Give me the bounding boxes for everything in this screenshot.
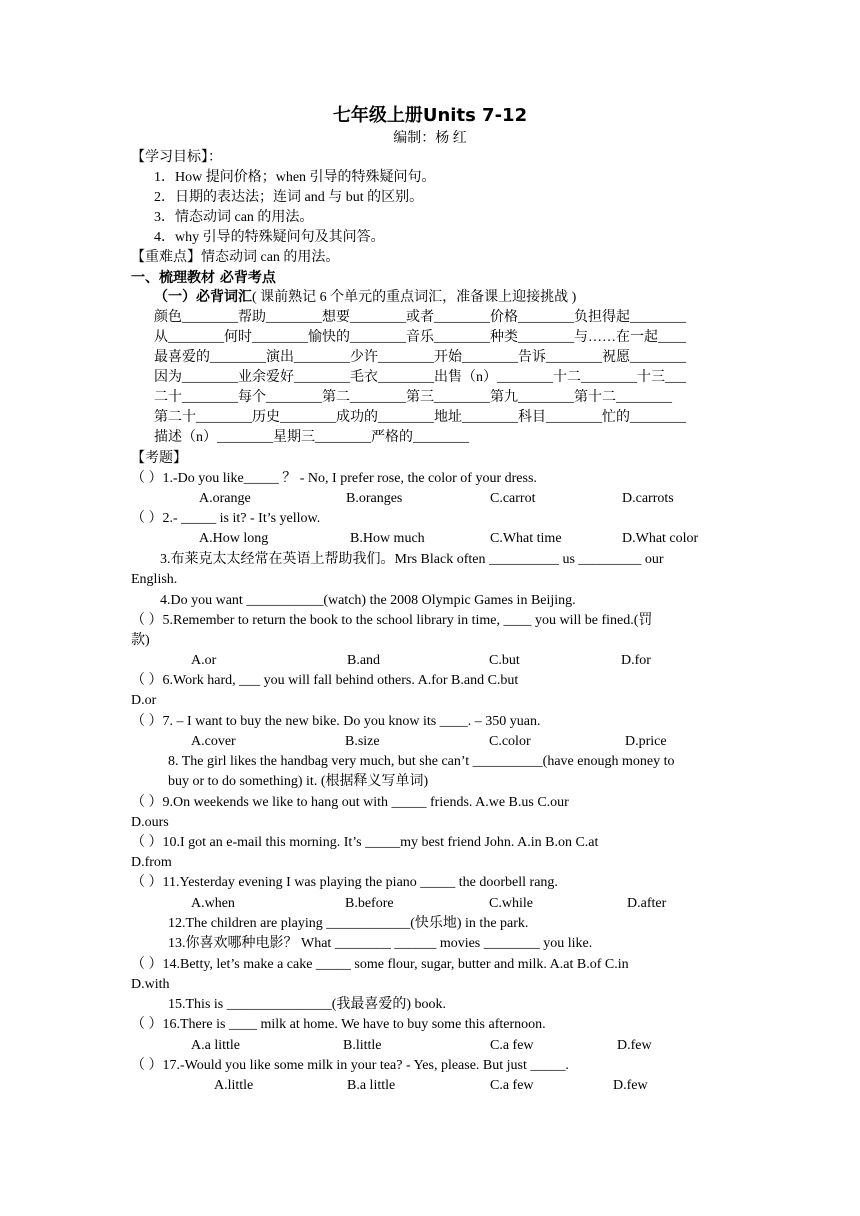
option: B.size xyxy=(345,734,380,749)
question-5-cont: 款) xyxy=(131,633,150,648)
option: A.little xyxy=(214,1078,254,1093)
option: C.a few xyxy=(490,1078,534,1093)
question-12: 12.The children are playing ____________(快乐地) in the park. xyxy=(168,916,529,931)
exam-heading: 【考题】 xyxy=(131,451,187,466)
option: A.How long xyxy=(199,531,269,546)
goals-heading: 【学习目标】： xyxy=(131,150,222,165)
option: B.How much xyxy=(350,531,425,546)
option: D.few xyxy=(617,1038,652,1053)
option: A.cover xyxy=(191,734,236,749)
question-6: （ ）6.Work hard, ___ you will fall behind others. A.for B.and C.but xyxy=(131,673,519,688)
question-14-cont: D.with xyxy=(131,977,170,992)
question-8: 8. The girl likes the handbag very much, but she can’t __________(have enough money to xyxy=(168,754,675,769)
question-6-cont: D.or xyxy=(131,693,157,708)
option: C.color xyxy=(489,734,531,749)
vocab-line: 描述（n）________星期三________严格的________ xyxy=(154,430,469,445)
vocab-line: 从________何时________愉快的________音乐________种类________与……在一起____ xyxy=(154,330,686,345)
question-13: 13.你喜欢哪种电影？ What ________ ______ movies ________ you like. xyxy=(168,936,593,951)
question-4: 4.Do you want ___________(watch) the 2008 Olympic Games in Beijing. xyxy=(160,593,576,608)
key-point: 【重难点】情态动词 can 的用法。 xyxy=(131,250,340,265)
question-8-cont: buy or to do something) it. (根据释义写单词) xyxy=(168,774,429,789)
option: D.What color xyxy=(622,531,699,546)
option: D.few xyxy=(613,1078,648,1093)
question-11: （ ）11.Yesterday evening I was playing the piano _____ the doorbell rang. xyxy=(131,875,558,890)
question-2: （ ）2.- _____ is it? - It’s yellow. xyxy=(131,511,321,526)
vocab-heading: （一）必背词汇 xyxy=(154,290,252,305)
option: C.carrot xyxy=(490,491,536,506)
question-1: （ ）1.-Do you like_____ ？ - No, I prefer rose, the color of your dress. xyxy=(131,471,537,486)
question-5: （ ）5.Remember to return the book to the school library in time, ____ you will be fined.(罚 xyxy=(131,613,653,628)
question-15: 15.This is _______________(我最喜爱的) book. xyxy=(168,997,447,1012)
goal-item: 2．日期的表达法；连词 and 与 but 的区别。 xyxy=(154,190,424,205)
option: A.or xyxy=(191,653,217,668)
vocab-line: 颜色________帮助________想要________或者________价格________负担得起________ xyxy=(154,310,686,325)
option: A.orange xyxy=(199,491,251,506)
question-7: （ ）7. – I want to buy the new bike. Do you know its ____. – 350 yuan. xyxy=(131,714,541,729)
vocab-line: 二十________每个________第二________第三________第九________第十二________ xyxy=(154,390,672,405)
option: A.a little xyxy=(191,1038,240,1053)
question-9-cont: D.ours xyxy=(131,815,169,830)
option: B.before xyxy=(345,896,394,911)
question-3: 3.布莱克太太经常在英语上帮助我们。Mrs Black often __________ us _________ our xyxy=(160,552,664,567)
editor-line: 编制：杨 红 xyxy=(393,131,467,146)
vocab-note: ( 课前熟记 6 个单元的重点词汇，准备课上迎接挑战 ) xyxy=(252,290,577,305)
question-16: （ ）16.There is ____ milk at home. We have to buy some this afternoon. xyxy=(131,1017,546,1032)
option: B.oranges xyxy=(346,491,403,506)
option: C.What time xyxy=(490,531,562,546)
option: B.a little xyxy=(347,1078,396,1093)
option: D.price xyxy=(625,734,667,749)
question-17: （ ）17.-Would you like some milk in your tea? - Yes, please. But just _____. xyxy=(131,1058,569,1073)
vocab-line: 因为________业余爱好________毛衣________出售（n）________十二________十三___ xyxy=(154,370,686,385)
option: C.while xyxy=(489,896,533,911)
option: C.but xyxy=(489,653,520,668)
option: D.for xyxy=(621,653,651,668)
option: B.and xyxy=(347,653,381,668)
goal-item: 4．why 引导的特殊疑问句及其问答。 xyxy=(154,230,385,245)
page-title: 七年级上册Units 7-12 xyxy=(332,105,528,126)
question-10: （ ）10.I got an e-mail this morning. It’s _____my best friend John. A.in B.on C.at xyxy=(131,835,599,850)
vocab-line: 第二十________历史________成功的________地址________科目________忙的________ xyxy=(154,410,686,425)
vocab-line: 最喜爱的________演出________少许________开始________告诉________祝愿________ xyxy=(154,350,686,365)
question-14: （ ）14.Betty, let’s make a cake _____ some flour, sugar, butter and milk. A.at B.of C.in xyxy=(131,957,629,972)
option: C.a few xyxy=(490,1038,534,1053)
goal-item: 3．情态动词 can 的用法。 xyxy=(154,210,314,225)
option: B.little xyxy=(343,1038,382,1053)
option: D.carrots xyxy=(622,491,674,506)
question-10-cont: D.from xyxy=(131,855,172,870)
goal-item: 1．How 提问价格；when 引导的特殊疑问句。 xyxy=(154,170,436,185)
question-9: （ ）9.On weekends we like to hang out with _____ friends. A.we B.us C.our xyxy=(131,795,569,810)
vocab-heading-line xyxy=(154,289,576,307)
option: D.after xyxy=(627,896,667,911)
option: A.when xyxy=(191,896,235,911)
section-heading: 一、梳理教材 必背考点 xyxy=(131,270,276,286)
question-3-cont: English. xyxy=(131,572,178,587)
